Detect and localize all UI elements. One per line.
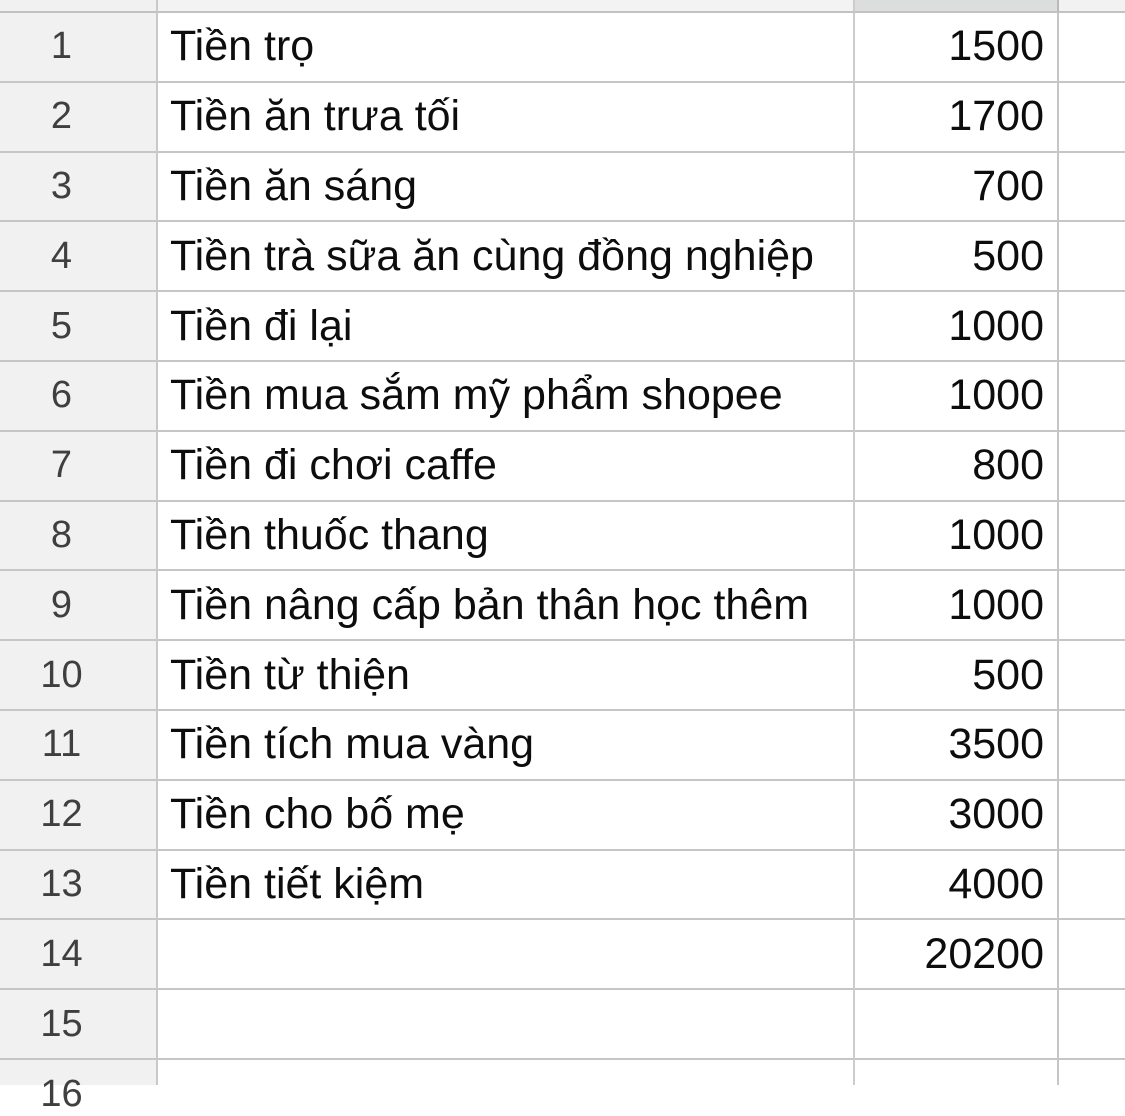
row-number-cell[interactable]: 5 [0,292,158,362]
amount-cell[interactable] [855,1060,1059,1085]
row-number-cell[interactable]: 1 [0,13,158,83]
row-number-cell[interactable]: 3 [0,153,158,223]
amount-cell[interactable]: 1000 [855,571,1059,641]
amount-cell[interactable]: 3500 [855,711,1059,781]
table-row [0,432,1125,502]
table-row [0,83,1125,153]
table-row-partial-top [0,0,1125,13]
item-cell[interactable]: Tiền trọ [158,13,855,83]
amount-cell[interactable]: 700 [855,153,1059,223]
empty-cell[interactable] [1059,641,1125,711]
row-number-cell[interactable]: 10 [0,641,158,711]
table-row [0,222,1125,292]
rows-container [0,13,1125,1060]
amount-cell[interactable]: 20200 [855,920,1059,990]
row-number-cell[interactable]: 6 [0,362,158,432]
row-number-cell[interactable]: 12 [0,781,158,851]
item-cell[interactable] [158,920,855,990]
row-number-cell[interactable]: 14 [0,920,158,990]
table-row [0,571,1125,641]
amount-cell[interactable]: 500 [855,641,1059,711]
empty-cell[interactable] [1059,222,1125,292]
amount-cell[interactable]: 1500 [855,13,1059,83]
row-number-cell[interactable]: 11 [0,711,158,781]
item-cell[interactable]: Tiền đi chơi caffe [158,432,855,502]
item-cell[interactable]: Tiền ăn trưa tối [158,83,855,153]
row-number-cell[interactable] [0,1060,158,1115]
table-row [0,781,1125,851]
item-cell[interactable]: Tiền trà sữa ăn cùng đồng nghiệp [158,222,855,292]
empty-cell[interactable] [1059,851,1125,921]
table-row [0,13,1125,83]
amount-cell[interactable] [855,990,1059,1060]
amount-cell[interactable]: 1000 [855,362,1059,432]
table-row [0,711,1125,781]
row-number-cell[interactable]: 8 [0,502,158,572]
empty-cell[interactable] [1059,432,1125,502]
item-cell[interactable]: Tiền mua sắm mỹ phẩm shopee [158,362,855,432]
amount-cell[interactable]: 4000 [855,851,1059,921]
item-cell[interactable] [158,1060,855,1085]
empty-cell[interactable] [1059,13,1125,83]
item-cell[interactable]: Tiền từ thiện [158,641,855,711]
table-row-partial-bottom [0,1060,1125,1115]
item-cell[interactable]: Tiền tích mua vàng [158,711,855,781]
item-cell[interactable]: Tiền thuốc thang [158,502,855,572]
table-row [0,990,1125,1060]
amount-cell-partial-top[interactable] [855,0,1059,13]
amount-cell[interactable]: 500 [855,222,1059,292]
item-cell[interactable]: Tiền ăn sáng [158,153,855,223]
row-number-cell[interactable]: 2 [0,83,158,153]
empty-cell[interactable] [1059,990,1125,1060]
row-number-partial-top[interactable] [0,0,158,13]
empty-cell[interactable] [1059,571,1125,641]
empty-cell[interactable] [1059,920,1125,990]
row-number-cell[interactable]: 13 [0,851,158,921]
item-cell-partial-top[interactable] [158,0,855,13]
amount-cell[interactable]: 800 [855,432,1059,502]
table-row [0,502,1125,572]
row-number-cell[interactable]: 7 [0,432,158,502]
empty-cell[interactable] [1059,1060,1125,1085]
table-row [0,292,1125,362]
item-cell[interactable]: Tiền đi lại [158,292,855,362]
amount-cell[interactable]: 1000 [855,502,1059,572]
row-number-cell[interactable]: 9 [0,571,158,641]
amount-cell[interactable]: 3000 [855,781,1059,851]
empty-cell[interactable] [1059,502,1125,572]
item-cell[interactable]: Tiền tiết kiệm [158,851,855,921]
item-cell[interactable] [158,990,855,1060]
empty-cell[interactable] [1059,781,1125,851]
empty-cell-partial-top[interactable] [1059,0,1125,13]
row-number-cell[interactable]: 4 [0,222,158,292]
row-number-cell[interactable]: 15 [0,990,158,1060]
row-number-label: 16 [40,1072,83,1115]
empty-cell[interactable] [1059,362,1125,432]
table-row [0,641,1125,711]
amount-cell[interactable]: 1000 [855,292,1059,362]
empty-cell[interactable] [1059,153,1125,223]
empty-cell[interactable] [1059,711,1125,781]
item-cell[interactable]: Tiền nâng cấp bản thân học thêm [158,571,855,641]
table-row [0,920,1125,990]
table-row [0,362,1125,432]
table-row [0,153,1125,223]
empty-cell[interactable] [1059,292,1125,362]
item-cell[interactable]: Tiền cho bố mẹ [158,781,855,851]
empty-cell[interactable] [1059,83,1125,153]
amount-cell[interactable]: 1700 [855,83,1059,153]
table-row [0,851,1125,921]
